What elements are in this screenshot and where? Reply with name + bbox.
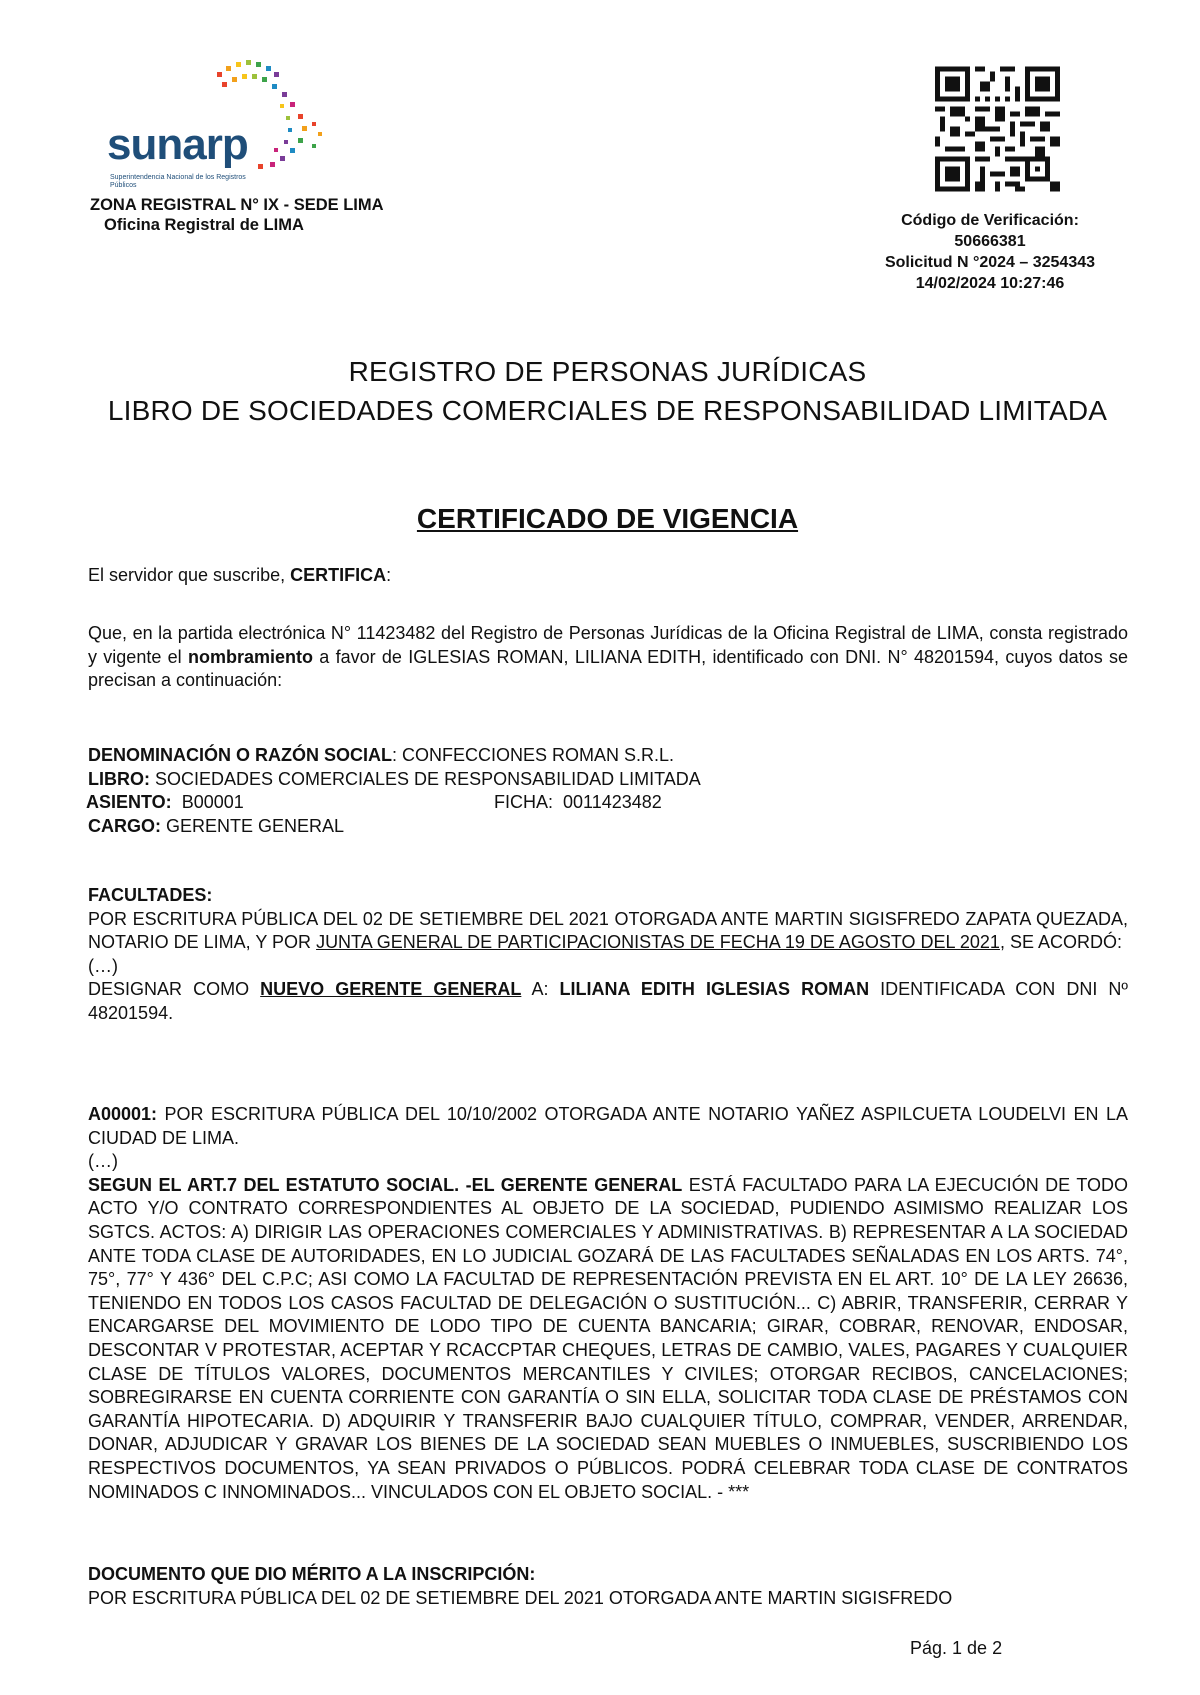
registry-title: REGISTRO DE PERSONAS JURÍDICAS <box>348 356 867 387</box>
facultades-ellipsis: (…) <box>88 955 118 976</box>
documento-heading: DOCUMENTO QUE DIO MÉRITO A LA INSCRIPCIÓN: <box>88 1564 536 1584</box>
fields-block <box>88 744 1128 838</box>
logo-subtitle: Superintendencia Nacional de los Registros Públicos <box>110 174 246 189</box>
facultades-section <box>88 884 1128 1026</box>
ficha-label: FICHA: <box>494 792 554 813</box>
nuevo-gerente: NUEVO GERENTE GENERAL <box>260 979 522 1000</box>
que-text-2: a favor de IGLESIAS ROMAN, LILIANA EDITH, identificado con DNI. N° 48201594, cuyos datos se precisan a continuación: <box>88 646 1128 691</box>
cargo-value: GERENTE GENERAL <box>161 815 345 836</box>
field-denominacion <box>88 744 1128 768</box>
documento-text: POR ESCRITURA PÚBLICA DEL 02 DE SETIEMBRE DEL 2021 OTORGADA ANTE MARTIN SIGISFREDO <box>88 1587 953 1608</box>
issue-datetime: 14/02/2024 10:27:46 <box>915 275 1065 292</box>
que-nombramiento: nombramiento <box>187 646 313 667</box>
que-text-1: Que, en la partida electrónica N° 11423482 del Registro de Personas Jurídicas de la Oficina Registral de LIMA, consta registrado y vigente el <box>88 623 1128 667</box>
book-title: LIBRO DE SOCIEDADES COMERCIALES DE RESPONSABILIDAD LIMITADA <box>107 395 1108 426</box>
oficina-registral: Oficina Registral de LIMA <box>104 216 304 234</box>
verification-label: Código de Verificación: <box>901 212 1079 229</box>
verification-code: 50666381 <box>954 233 1026 250</box>
asiento-label: ASIENTO: <box>86 792 172 813</box>
cargo-label: CARGO: <box>88 815 161 836</box>
field-libro <box>88 768 1128 792</box>
libro-value: SOCIEDADES COMERCIALES DE RESPONSABILIDAD LIMITADA <box>150 768 701 789</box>
designar-a: A: <box>521 979 560 1000</box>
ficha-value: 0011423482 <box>553 792 662 813</box>
denominacion-label: DENOMINACIÓN O RAZÓN SOCIAL <box>88 745 392 765</box>
intro-prefix: El servidor que suscribe, <box>88 565 291 585</box>
intro-suffix: : <box>386 565 392 585</box>
a00001-section <box>88 1103 1128 1504</box>
logo-wordmark: sunarp <box>107 120 248 169</box>
a00001-ellipsis: (…) <box>88 1151 118 1172</box>
intro-certifica: CERTIFICA <box>290 565 387 585</box>
a00001-text-1: POR ESCRITURA PÚBLICA DEL 10/10/2002 OTORGADA ANTE NOTARIO YAÑEZ ASPILCUETA LOUDELVI EN LA CIUDAD DE LIMA. <box>88 1104 1128 1148</box>
registry-titles <box>0 352 1200 430</box>
verification-block <box>860 210 1120 294</box>
zona-registral: ZONA REGISTRAL N° IX - SEDE LIMA <box>90 196 384 214</box>
facultades-junta: JUNTA GENERAL DE PARTICIPACIONISTAS DE FECHA 19 DE AGOSTO DEL 2021 <box>316 932 1000 953</box>
a00001-label: A00001: <box>88 1104 158 1124</box>
office-block <box>90 195 384 235</box>
certificate-title: CERTIFICADO DE VIGENCIA <box>416 503 799 534</box>
sunarp-logo <box>62 32 352 222</box>
ficha-group <box>494 791 662 815</box>
gerente-dni: IDENTIFICADA CON DNI Nº 48201594. <box>88 979 1128 1023</box>
facultades-paragraph-1 <box>88 908 1128 955</box>
solicitud-number: Solicitud N °2024 – 3254343 <box>884 254 1096 271</box>
field-cargo <box>88 815 1128 839</box>
facultades-paragraph-2 <box>88 978 1128 1025</box>
facultades-heading: FACULTADES: <box>88 885 213 905</box>
a00001-paragraph-2 <box>88 1174 1128 1504</box>
asiento-value: B00001 <box>171 792 244 813</box>
intro-paragraph <box>88 564 1128 588</box>
gerente-name: LILIANA EDITH IGLESIAS ROMAN <box>559 979 870 1000</box>
qr-code <box>935 65 1060 193</box>
a00001-text-2: ESTÁ FACULTADO PARA LA EJECUCIÓN DE TODO ACTO Y/O CONTRATO CORRESPONDIENTES AL OBJETO DE LA SOCIEDAD, PUDIENDO ASIMISMO REALIZAR LOS SGTCS. ACTOS: A) DIRIGIR LAS OPERACIONES COMERCIALES Y ADMINISTRATIVAS. B) REPRESENTAR A LA SOCIEDAD ANTE TODA CLASE DE AUTORIDADES, EN LO JUDICIAL GOZARÁ DE LAS FACULTADES SEÑALADAS EN LOS ARTS. 74°, 75°, 77° Y 436° DEL C.P.C; ASI COMO LA FACULTAD DE REPRESENTACIÓN PREVISTA EN EL ART. 10° DE LA LEY 26636, TENIENDO EN TODOS LOS CASOS FACULTAD DE DELEGACIÓN O SUSTITUCIÓN... C) ABRIR, TRANSFERIR, CERRAR Y ENCARGARSE DEL MOVIMIENTO DE LODO TIPO DE CUENTA BANCARIA; GIRAR, COBRAR, RENOVAR, ENDOSAR, DESCONTAR V PROTESTAR, ACEPTAR Y RCACCPTAR CHEQUES, LETRAS DE CAMBIO, VALES, PAGARES Y CUALQUIER CLASE DE TÍTULOS VALORES, DOCUMENTOS MERCANTILES Y CIVILES; OTORGAR RECIBOS, CANCELACIONES; SOBREGIRARSE EN CUENTA CORRIENTE CON GARANTÍA O SIN ELLA, SOLICITAR TODA CLASE DE PRÉSTAMOS CON GARANTÍA HIPOTECARIA. D) ADQUIRIR Y TRANSFERIR BAJO CUALQUIER TÍTULO, COMPRAR, VENDER, ARRENDAR, DONAR, ADJUDICAR Y GRAVAR LOS BIENES DE LA SOCIEDAD SEAN MUEBLES O INMUEBLES, SUSCRIBIENDO LOS RESPECTIVOS DOCUMENTOS, YA SEAN PRIVADOS O PÚBLICOS. PODRÁ CELEBRAR TODA CLASE DE CONTRATOS NOMINADOS C INNOMINADOS... VINCULADOS CON EL OBJETO SOCIAL. - *** <box>88 1174 1128 1502</box>
que-paragraph <box>88 622 1128 693</box>
denominacion-value: : CONFECCIONES ROMAN S.R.L. <box>392 745 675 765</box>
field-asiento-ficha <box>86 791 1128 815</box>
page-number: Pág. 1 de 2 <box>910 1638 1003 1658</box>
qr-code-icon <box>935 65 1060 193</box>
designar-text: DESIGNAR COMO <box>88 979 261 1000</box>
facultades-text-2: , SE ACORDÓ: <box>999 932 1122 953</box>
estatuto-heading: SEGUN EL ART.7 DEL ESTATUTO SOCIAL. -EL GERENTE GENERAL <box>88 1174 683 1195</box>
a00001-paragraph-1 <box>88 1103 1128 1150</box>
documento-section <box>88 1563 1128 1610</box>
facultades-text-1: POR ESCRITURA PÚBLICA DEL 02 DE SETIEMBRE DEL 2021 OTORGADA ANTE MARTIN SIGISFREDO ZAPATA QUEZADA, NOTARIO DE LIMA, Y POR <box>88 908 1128 953</box>
libro-label: LIBRO: <box>88 768 150 789</box>
